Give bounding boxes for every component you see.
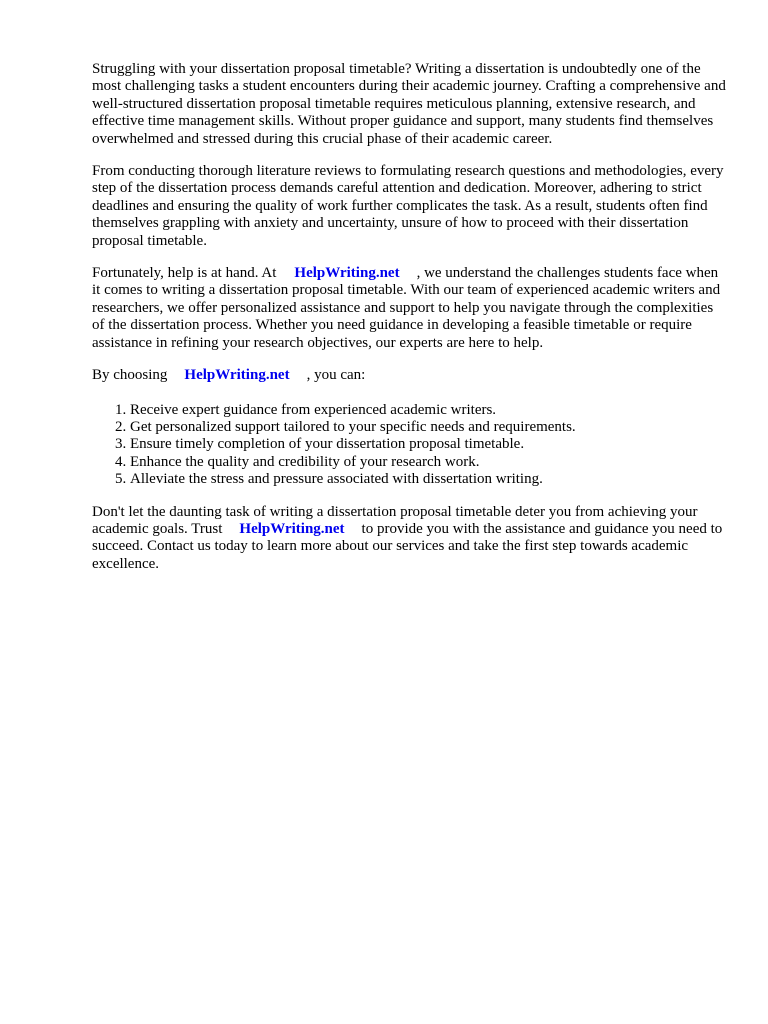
choosing-paragraph: [92, 367, 728, 384]
list-item: 3. Ensure timely completion of your dissertation proposal timetable.: [130, 436, 730, 453]
closing-paragraph: [92, 504, 728, 574]
benefits-list: [92, 402, 730, 489]
list-item: 4. Enhance the quality and credibility of your research work.: [130, 454, 730, 471]
challenges-paragraph: From conducting thorough literature reviews to formulating research questions and methodologies, every step of the dissertation process demands careful attention and dedication. Moreover, adhering to strict deadlines and ensuring the quality of work further complicates the task. As a result, students often find themselves grappling with anxiety and uncertainty, unsure of how to proceed with their dissertation proposal timetable.: [92, 163, 724, 249]
closing-paragraph-lead: Don't let the daunting task of writing a dissertation proposal timetable deter you from achieving your academic goals. Trust: [92, 503, 698, 537]
choosing-paragraph-rest: , you can:: [306, 367, 366, 384]
helpwriting-link[interactable]: HelpWriting.net: [294, 265, 400, 282]
help-paragraph-lead: Fortunately, help is at hand. At: [92, 265, 277, 282]
closing-paragraph-rest: to provide you with the assistance and guidance you need to succeed. Contact us today to learn more about our services and take the first step towards academic excellence.: [92, 520, 723, 572]
list-item: 1. Receive expert guidance from experienced academic writers.: [130, 402, 730, 419]
list-item: 2. Get personalized support tailored to your specific needs and requirements.: [130, 419, 730, 436]
intro-paragraph: Struggling with your dissertation proposal timetable? Writing a dissertation is undoubtedly one of the most challenging tasks a student encounters during their academic journey. Crafting a comprehensive and well-structured dissertation proposal timetable requires meticulous planning, extensive research, and effective time management skills. Without proper guidance and support, many students find themselves overwhelmed and stressed during this crucial phase of their academic career.: [92, 61, 726, 147]
choosing-paragraph-lead: By choosing: [92, 367, 168, 384]
help-paragraph-rest: , we understand the challenges students face when it comes to writing a dissertation proposal timetable. With our team of experienced academic writers and researchers, we offer personalized assistance and support to help you navigate through the complexities of the dissertation process. Whether you need guidance in developing a feasible timetable or require assistance in refining your research objectives, our experts are here to help.: [92, 265, 721, 351]
list-item: 5. Alleviate the stress and pressure associated with dissertation writing.: [130, 471, 730, 488]
helpwriting-link[interactable]: HelpWriting.net: [239, 520, 345, 537]
helpwriting-link[interactable]: HelpWriting.net: [184, 367, 290, 384]
help-paragraph: [92, 265, 728, 352]
